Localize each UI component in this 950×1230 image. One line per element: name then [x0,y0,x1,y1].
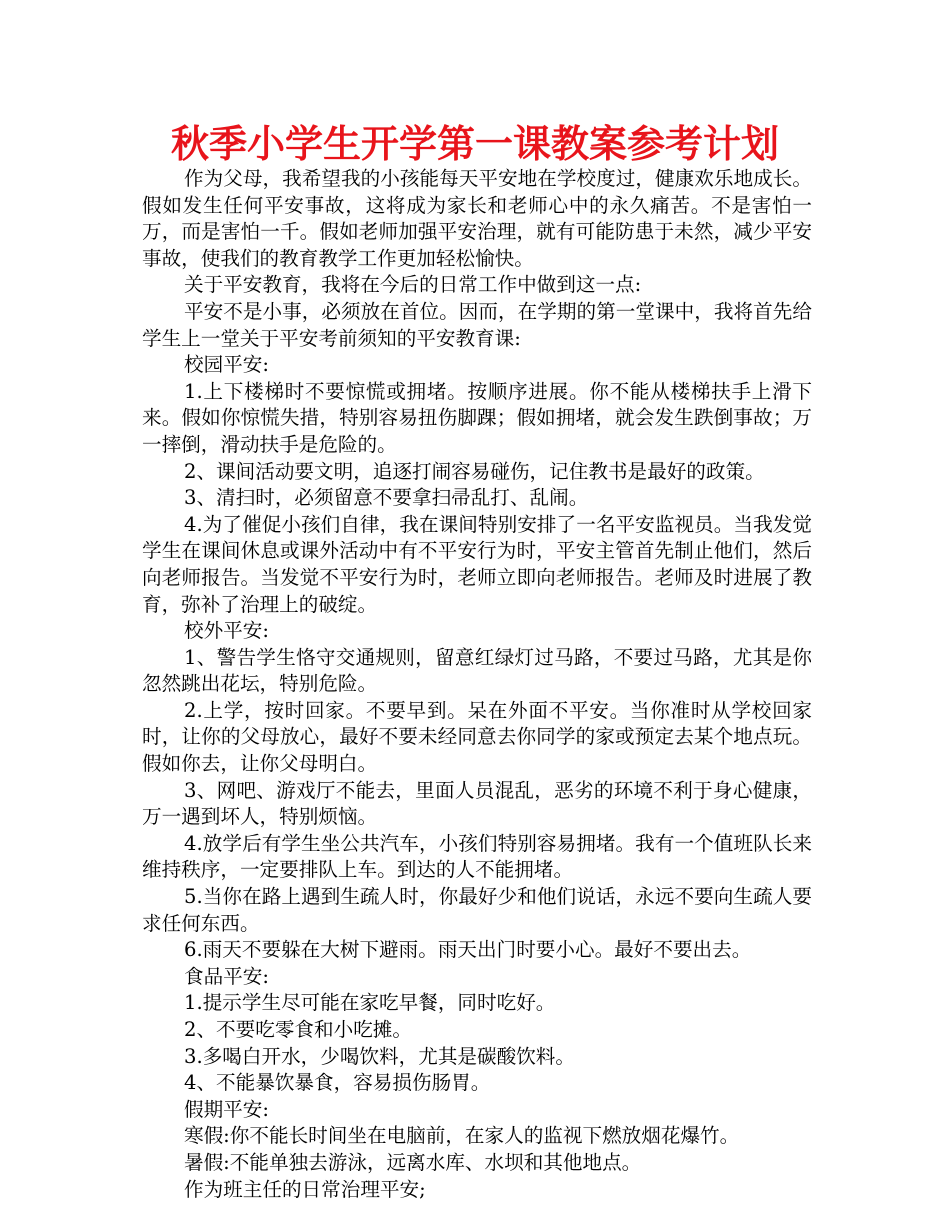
paragraph-daily-management: 作为班主任的日常治理平安; [184,1177,426,1201]
food-safety-item-4: 4、不能暴饮暴食，容易损伤肠胃。 [184,1071,491,1095]
paragraph-first-lesson: 平安不是小事，必须放在首位。因而，在学期的第一堂课中，我将首先给学生上一堂关于平安考前须知的平安教育课: [142,299,812,350]
section-heading-off-campus-safety: 校外平安: [184,619,269,643]
off-campus-item-6: 6.雨天不要躲在大树下避雨。雨天出门时要小心。最好不要出去。 [184,938,752,962]
off-campus-item-3: 3、网吧、游戏厅不能去，里面人员混乱，恶劣的环境不利于身心健康，万一遇到坏人，特别烦恼。 [142,778,812,829]
holiday-safety-summer: 暑假:不能单独去游泳，远离水库、水坝和其他地点。 [184,1150,642,1174]
campus-safety-item-2: 2、课间活动要文明，追逐打闹容易碰伤，记住教书是最好的政策。 [184,459,765,483]
campus-safety-item-4: 4.为了催促小孩们自律，我在课间特别安排了一名平安监视员。当我发觉学生在课间休息或课外活动中有不平安行为时，平安主管首先制止他们，然后向老师报告。当发觉不平安行为时，老师立即向老师报告。老师及时进展了教育，弥补了治理上的破绽。 [142,512,812,616]
campus-safety-item-1: 1.上下楼梯时不要惊慌或拥堵。按顺序进展。你不能从楼梯扶手上滑下来。假如你惊慌失措，特别容易扭伤脚踝；假如拥堵，就会发生跌倒事故；万一摔倒，滑动扶手是危险的。 [142,379,812,456]
section-heading-campus-safety: 校园平安: [184,353,269,377]
section-heading-food-safety: 食品平安: [184,964,269,988]
section-heading-holiday-safety: 假期平安: [184,1097,269,1121]
off-campus-item-5: 5.当你在路上遇到生疏人时，你最好少和他们说话，永远不要向生疏人要求任何东西。 [142,885,812,935]
document-body [142,166,812,1203]
paragraph-commitment: 关于平安教育，我将在今后的日常工作中做到这一点: [184,273,642,297]
food-safety-item-2: 2、不要吃零食和小吃摊。 [184,1018,412,1041]
document-title: 秋季小学生开学第一课教案参考计划 [170,122,779,166]
off-campus-item-1: 1、警告学生恪守交通规则，留意红绿灯过马路，不要过马路，尤其是你忽然跳出花坛，特别危险。 [142,645,812,696]
food-safety-item-3: 3.多喝白开水，少喝饮料，尤其是碳酸饮料。 [184,1044,575,1068]
off-campus-item-2: 2.上学，按时回家。不要早到。呆在外面不平安。当你准时从学校回家时，让你的父母放心，最好不要未经同意去你同学的家或预定去某个地点玩。假如你去，让你父母明白。 [142,698,812,776]
campus-safety-item-3: 3、清扫时，必须留意不要拿扫帚乱打、乱闹。 [184,486,589,510]
holiday-safety-winter: 寒假:你不能长时间坐在电脑前，在家人的监视下燃放烟花爆竹。 [184,1124,740,1148]
paragraph-intro: 作为父母，我希望我的小孩能每天平安地在学校度过，健康欢乐地成长。假如发生任何平安事故，这将成为家长和老师心中的永久痛苦。不是害怕一万，而是害怕一千。假如老师加强平安治理，就有可能防患于未然，减少平安事故，使我们的教育教学工作更加轻松愉快。 [142,167,812,270]
off-campus-item-4: 4.放学后有学生坐公共汽车，小孩们特别容易拥堵。我有一个值班队长来维持秩序，一定要排队上车。到达的人不能拥堵。 [142,831,812,882]
food-safety-item-1: 1.提示学生尽可能在家吃早餐，同时吃好。 [184,991,556,1015]
